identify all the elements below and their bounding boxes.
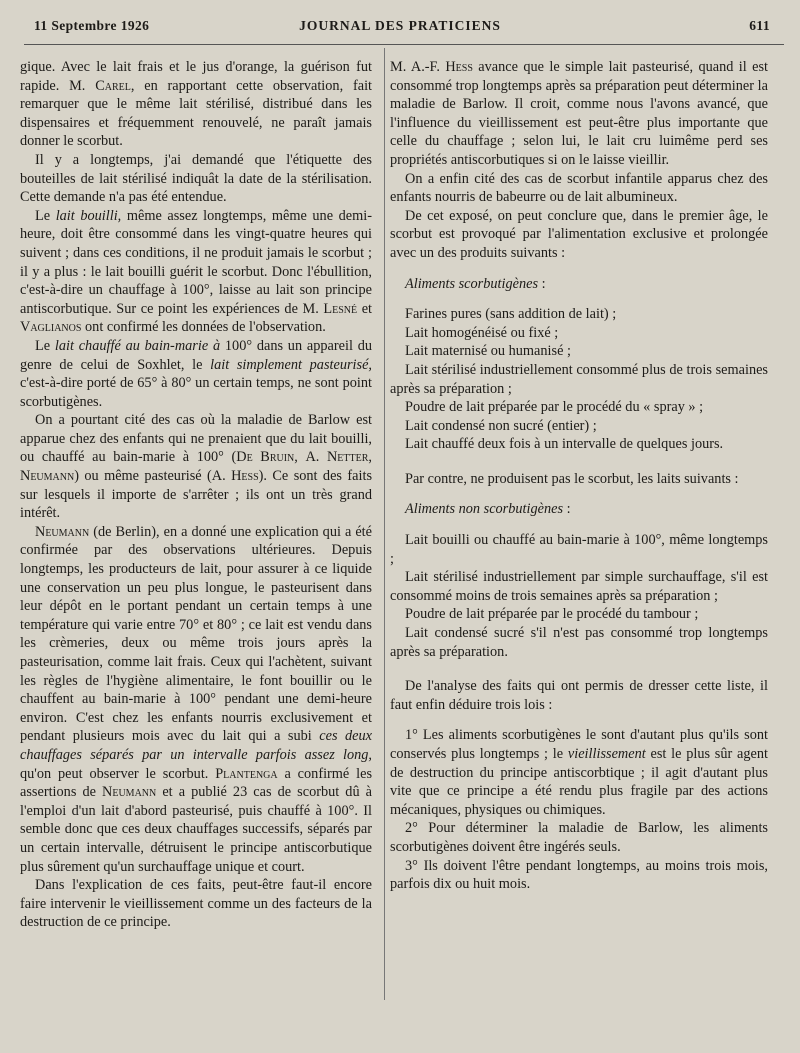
header-rule <box>24 44 784 45</box>
column-divider <box>384 48 385 1000</box>
list-item: Poudre de lait préparée par le procédé du « spray » ; <box>405 399 704 416</box>
list-item: Farines pures (sans addition de lait) ; <box>405 306 617 323</box>
law-paragraph: 2° Pour déterminer la maladie de Barlow, les aliments scorbutigènes doivent être ingérés seuls. <box>390 820 768 855</box>
list-item: Lait bouilli ou chauffé au bain-marie à 100°, même longtemps ; <box>390 532 768 567</box>
paragraph: Le lait bouilli, même assez longtemps, même une demi-heure, doit être consommé dans les vingt-quatre heures qui suivent ; dans ces conditions, il ne produit jamais le scorbut ; il y a plus : le lait bouilli guérit le scorbut. Donc l'ébullition, c'est-à-dire un chauffage à 100°, laisse au lait son principe antiscorbutique. Sur ce point les expériences de M. Lesné et Vaglianos ont confirmé les données de l'observation. <box>20 207 373 336</box>
list-item: Lait stérilisé industriellement par simple surchauffage, s'il est consommé moins de trois semaines après sa préparation ; <box>390 569 768 604</box>
paragraph: De l'analyse des faits qui ont permis de dresser cette liste, il faut enfin déduire trois lois : <box>390 678 768 713</box>
list-item: Poudre de lait préparée par le procédé du tambour ; <box>405 606 699 623</box>
paragraph: De cet exposé, on peut conclure que, dans le premier âge, le scorbut est provoqué par l'alimentation exclusive et prolongée avec un des produits suivants : <box>390 207 768 261</box>
list-item: Lait condensé sucré s'il n'est pas consommé trop longtemps après sa préparation. <box>390 625 768 660</box>
paragraph: gique. Avec le lait frais et le jus d'orange, la guérison fut rapide. M. Carel, en rapportant cette observation, fait remarquer que le même lait stérilisé, distribué dans les dispensaires et fréquemment renouvelé, ne paraît jamais donner le scorbut. <box>20 59 373 150</box>
right-column <box>390 58 768 894</box>
law-paragraph: 1° Les aliments scorbutigènes le sont d'autant plus qu'ils sont conservés plus longtemps ; le vieillissement est le plus sûr agent de destruction du principe antiscorbtique ; il agit d'autant plus vite que ce principe a été rendu plus fragile par des actions mécaniques, physiques ou chimiques. <box>390 727 769 818</box>
list-item: Lait stérilisé industriellement consommé plus de trois semaines après sa préparation ; <box>390 361 768 397</box>
journal-title: JOURNAL DES PRATICIENS <box>299 18 501 33</box>
paragraph: Il y a longtemps, j'ai demandé que l'étiquette des bouteilles de lait stérilisé indiquât la date de la stérilisation. Cette demande n'a pas été entendue. <box>20 151 372 206</box>
paragraph: On a pourtant cité des cas où la maladie de Barlow est apparue chez des enfants qui ne prenaient que du lait bouilli, ou chauffé au bain-marie à 100° (De Bruin, A. Netter, Neumann) ou même pasteurisé (A. Hess). Ce sont des faits sur lesquels il importe de s'arrêter ; ils ont un très grand intérêt. <box>20 412 373 522</box>
law-paragraph: 3° Ils doivent l'être pendant longtemps, au moins trois mois, parfois dix ou huit mois. <box>390 857 768 893</box>
list-heading: Aliments scorbutigènes : <box>405 275 546 292</box>
paragraph: Neumann (de Berlin), en a donné une explication qui a été confirmée par des observations ultérieures. Depuis longtemps, les producteurs de lait, pour assurer à ce liquide une conservation un peu plus longue, le pasteurisent dans leur dépôt en le portant pendant un certain temps à une température qui varie entre 70° et 80° ; ce lait est vendu dans les crèmeries, deux ou même trois jours après la pasteurisation, comme lait frais. Ceux qui l'achètent, suivant les règles de l'hygiène alimentaire, le font bouillir ou le chauffent au bain-marie à 100° pendant une demi-heure environ. C'est chez les enfants nourris exclusivement et pendant plusieurs mois avec du lait qui a subi ces deux chauffages séparés par un intervalle parfois assez long, qu'on peut observer le scorbut. Plantenga a confirmé les assertions de Neumann et a publié 23 cas de scorbut dû à l'emploi d'un lait d'abord pasteurisé, puis chauffé à 100°. Il semble donc que ces deux chauffages successifs, séparés par un certain intervalle, détruisent le principe antiscorbutique plus sûrement qu'un surchauffage unique et court. <box>20 523 373 875</box>
list-item: Lait homogénéisé ou fixé ; <box>405 324 559 341</box>
header-date: 11 Septembre 1926 <box>34 18 150 33</box>
paragraph: Le lait chauffé au bain-marie à 100° dans un appareil du genre de celui de Soxhlet, le lait simplement pasteurisé, c'est-à-dire porté de 65° à 80° un certain temps, ne sont point scorbutigènes. <box>20 337 372 410</box>
scorbutigenic-list <box>390 305 768 454</box>
paragraph: On a enfin cité des cas de scorbut infantile apparus chez des enfants nourris de babeurre ou de lait albumineux. <box>390 170 768 206</box>
paragraph: M. A.-F. Hess avance que le simple lait pasteurisé, quand il est consommé trop longtemps après sa préparation peut déterminer la maladie de Barlow. Il croit, comme nous l'avons avancé, que l'influence du vieillissement est peut-être plus importante que celle du chauffage ; selon lui, le lait cru luimême perd ses propriétés antiscorbutiques si on le laisse vieillir. <box>390 59 769 168</box>
list-item: Lait condensé non sucré (entier) ; <box>405 417 597 434</box>
left-column <box>20 58 372 932</box>
list-heading: Aliments non scorbutigènes : <box>405 501 571 518</box>
list-item: Lait maternisé ou humanisé ; <box>405 343 571 360</box>
paragraph: Dans l'explication de ces faits, peut-être faut-il encore faire intervenir le vieillissement comme un des facteurs de la destruction de ce principe. <box>20 877 372 931</box>
paragraph: Par contre, ne produisent pas le scorbut, les laits suivants : <box>405 470 739 487</box>
page-number: 611 <box>749 18 770 33</box>
non-scorbutigenic-list <box>390 531 768 661</box>
list-item: Lait chauffé deux fois à un intervalle de quelques jours. <box>405 436 724 453</box>
page-header <box>30 18 770 40</box>
